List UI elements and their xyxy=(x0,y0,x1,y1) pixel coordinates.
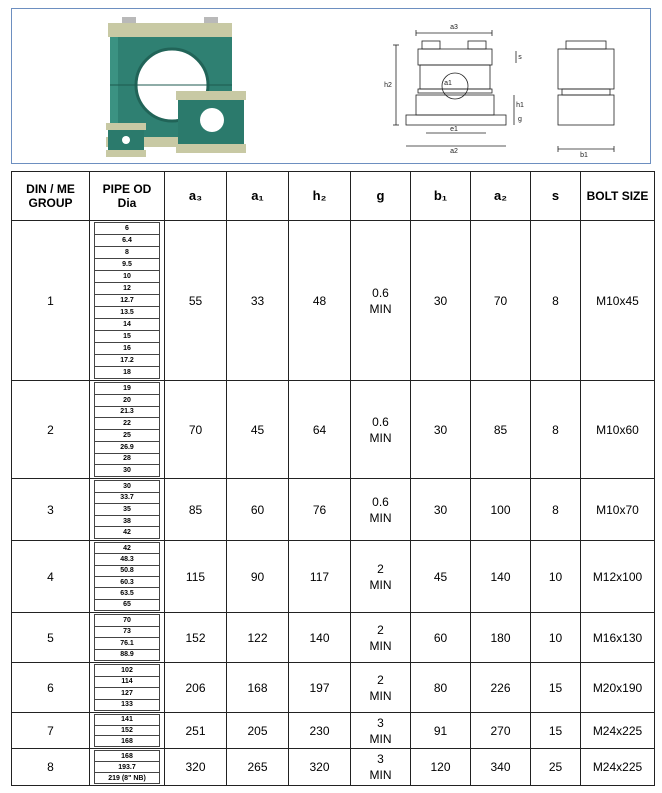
group-cell: 6 xyxy=(12,663,90,713)
pipe-od-value: 25 xyxy=(94,430,160,442)
table-row xyxy=(12,479,655,541)
a3-cell: 70 xyxy=(165,381,227,479)
dimension-spec-table xyxy=(11,171,654,785)
g-cell xyxy=(351,479,411,541)
h2-cell: 230 xyxy=(289,713,351,749)
a3-cell: 55 xyxy=(165,221,227,381)
g-qualifier: MIN xyxy=(369,638,392,653)
a2-cell: 270 xyxy=(471,713,531,749)
header-b1: b₁ xyxy=(411,172,471,221)
h2-cell: 64 xyxy=(289,381,351,479)
g-cell xyxy=(351,381,411,479)
g-cell xyxy=(351,663,411,713)
header-g: g xyxy=(351,172,411,221)
pipe-od-value: 30 xyxy=(94,465,160,477)
b1-cell: 91 xyxy=(411,713,471,749)
header-a1: a₁ xyxy=(227,172,289,221)
a3-cell: 152 xyxy=(165,613,227,663)
h2-cell: 117 xyxy=(289,541,351,613)
a1-cell: 122 xyxy=(227,613,289,663)
dimension-label: a3 xyxy=(450,24,458,31)
a3-cell: 115 xyxy=(165,541,227,613)
pipe-od-value: 17.2 xyxy=(94,355,160,367)
pipe-od-value: 15 xyxy=(94,331,160,343)
g-value: 3 xyxy=(377,715,384,730)
a2-cell: 180 xyxy=(471,613,531,663)
h2-cell: 320 xyxy=(289,749,351,786)
pipe-od-value: 141 xyxy=(94,714,160,726)
a1-cell: 45 xyxy=(227,381,289,479)
a1-cell: 60 xyxy=(227,479,289,541)
table-row xyxy=(12,613,655,663)
a1-cell: 205 xyxy=(227,713,289,749)
a2-cell: 140 xyxy=(471,541,531,613)
pipe-od-value: 8 xyxy=(94,247,160,259)
pipe-od-cell xyxy=(90,381,165,479)
a2-cell: 226 xyxy=(471,663,531,713)
a3-cell: 206 xyxy=(165,663,227,713)
group-cell: 3 xyxy=(12,479,90,541)
a1-cell: 168 xyxy=(227,663,289,713)
product-hero-panel xyxy=(11,8,651,164)
a1-cell: 33 xyxy=(227,221,289,381)
g-cell xyxy=(351,713,411,749)
pipe-od-value: 18 xyxy=(94,367,160,379)
table-row xyxy=(12,221,655,381)
pipe-od-value: 30 xyxy=(94,480,160,493)
bolt-size-cell: M10x70 xyxy=(581,479,655,541)
pipe-od-value: 152 xyxy=(94,726,160,737)
pipe-od-value: 88.9 xyxy=(94,650,160,662)
pipe-od-value: 42 xyxy=(94,527,160,539)
table-row xyxy=(12,541,655,613)
h2-cell: 76 xyxy=(289,479,351,541)
table-row xyxy=(12,381,655,479)
group-cell: 8 xyxy=(12,749,90,786)
b1-cell: 30 xyxy=(411,479,471,541)
dimension-label: a2 xyxy=(450,148,458,155)
table-row xyxy=(12,663,655,713)
g-value: 3 xyxy=(377,752,384,766)
s-cell: 8 xyxy=(531,381,581,479)
pipe-od-value: 127 xyxy=(94,688,160,700)
bolt-size-cell: M16x130 xyxy=(581,613,655,663)
bolt-size-cell: M10x60 xyxy=(581,381,655,479)
table-header-row xyxy=(12,172,655,221)
a3-cell: 251 xyxy=(165,713,227,749)
pipe-od-value: 38 xyxy=(94,516,160,528)
bolt-size-cell: M10x45 xyxy=(581,221,655,381)
group-cell: 2 xyxy=(12,381,90,479)
pipe-od-value: 70 xyxy=(94,614,160,627)
pipe-od-cell xyxy=(90,479,165,541)
s-cell: 25 xyxy=(531,749,581,786)
a2-cell: 85 xyxy=(471,381,531,479)
pipe-od-value: 60.3 xyxy=(94,577,160,588)
pipe-od-value: 50.8 xyxy=(94,566,160,577)
pipe-od-cell xyxy=(90,713,165,749)
pipe-od-cell xyxy=(90,541,165,613)
group-cell: 1 xyxy=(12,221,90,381)
header-a3: a₃ xyxy=(165,172,227,221)
g-value: 2 xyxy=(377,672,384,687)
bolt-size-cell: M20x190 xyxy=(581,663,655,713)
h2-cell: 197 xyxy=(289,663,351,713)
s-cell: 8 xyxy=(531,221,581,381)
g-cell xyxy=(351,613,411,663)
g-qualifier: MIN xyxy=(369,301,392,316)
b1-cell: 80 xyxy=(411,663,471,713)
g-qualifier: MIN xyxy=(369,768,392,782)
dimension-label: a1 xyxy=(444,80,452,87)
pipe-od-value: 168 xyxy=(94,750,160,762)
table-row xyxy=(12,749,655,786)
pipe-od-value: 14 xyxy=(94,319,160,331)
pipe-od-value: 42 xyxy=(94,542,160,554)
pipe-od-cell xyxy=(90,221,165,381)
bolt-size-cell: M24x225 xyxy=(581,749,655,786)
g-qualifier: MIN xyxy=(369,688,392,703)
s-cell: 8 xyxy=(531,479,581,541)
pipe-od-cell xyxy=(90,663,165,713)
g-qualifier: MIN xyxy=(369,510,392,525)
b1-cell: 45 xyxy=(411,541,471,613)
pipe-od-value: 22 xyxy=(94,418,160,430)
s-cell: 10 xyxy=(531,613,581,663)
header-bolt-size: BOLT SIZE xyxy=(581,172,655,221)
dimension-label: h2 xyxy=(384,82,392,89)
pipe-od-value: 33.7 xyxy=(94,493,160,505)
pipe-od-value: 16 xyxy=(94,343,160,355)
g-cell xyxy=(351,221,411,381)
pipe-od-value: 28 xyxy=(94,454,160,466)
g-value: 2 xyxy=(377,561,384,576)
g-qualifier: MIN xyxy=(369,430,392,445)
bolt-size-cell: M24x225 xyxy=(581,713,655,749)
g-qualifier: MIN xyxy=(369,577,392,592)
b1-cell: 60 xyxy=(411,613,471,663)
pipe-od-value: 193.7 xyxy=(94,762,160,773)
g-value: 0.6 xyxy=(372,414,389,429)
group-cell: 7 xyxy=(12,713,90,749)
pipe-od-value: 35 xyxy=(94,504,160,516)
pipe-od-value: 48.3 xyxy=(94,554,160,565)
g-value: 0.6 xyxy=(372,285,389,300)
a1-cell: 265 xyxy=(227,749,289,786)
pipe-od-value: 65 xyxy=(94,600,160,611)
h2-cell: 140 xyxy=(289,613,351,663)
pipe-od-value: 19 xyxy=(94,382,160,395)
pipe-od-value: 10 xyxy=(94,271,160,283)
g-cell xyxy=(351,541,411,613)
dimension-label: g xyxy=(518,116,522,123)
table-row xyxy=(12,713,655,749)
pipe-od-value: 6.4 xyxy=(94,235,160,247)
g-cell xyxy=(351,749,411,786)
a2-cell: 100 xyxy=(471,479,531,541)
pipe-od-value: 9.5 xyxy=(94,259,160,271)
s-cell: 15 xyxy=(531,713,581,749)
dimension-label: s xyxy=(518,54,522,61)
header-group: DIN / ME GROUP xyxy=(12,172,90,221)
dimension-label: e1 xyxy=(450,126,458,133)
pipe-od-value: 63.5 xyxy=(94,588,160,599)
pipe-od-value: 133 xyxy=(94,700,160,712)
dimension-label: b1 xyxy=(580,152,588,159)
a2-cell: 70 xyxy=(471,221,531,381)
bolt-size-cell: M12x100 xyxy=(581,541,655,613)
a3-cell: 320 xyxy=(165,749,227,786)
b1-cell: 30 xyxy=(411,221,471,381)
pipe-od-value: 114 xyxy=(94,677,160,689)
clamp-product-photo xyxy=(92,13,262,161)
pipe-od-value: 73 xyxy=(94,627,160,639)
pipe-od-value: 21.3 xyxy=(94,407,160,419)
h2-cell: 48 xyxy=(289,221,351,381)
pipe-od-cell xyxy=(90,749,165,786)
pipe-od-value: 76.1 xyxy=(94,638,160,650)
pipe-od-value: 168 xyxy=(94,736,160,747)
pipe-od-value: 12 xyxy=(94,283,160,295)
pipe-od-value: 6 xyxy=(94,222,160,235)
header-a2: a₂ xyxy=(471,172,531,221)
g-value: 2 xyxy=(377,622,384,637)
pipe-od-value: 12.7 xyxy=(94,295,160,307)
b1-cell: 30 xyxy=(411,381,471,479)
s-cell: 10 xyxy=(531,541,581,613)
a2-cell: 340 xyxy=(471,749,531,786)
header-s: s xyxy=(531,172,581,221)
dimension-label: h1 xyxy=(516,102,524,109)
g-value: 0.6 xyxy=(372,494,389,509)
a3-cell: 85 xyxy=(165,479,227,541)
technical-drawing xyxy=(382,15,622,159)
pipe-od-value: 20 xyxy=(94,395,160,407)
g-qualifier: MIN xyxy=(369,731,392,746)
b1-cell: 120 xyxy=(411,749,471,786)
pipe-od-value: 102 xyxy=(94,664,160,677)
pipe-od-value: 26.9 xyxy=(94,442,160,454)
pipe-od-cell xyxy=(90,613,165,663)
pipe-od-value: 219 (8" NB) xyxy=(94,773,160,784)
a1-cell: 90 xyxy=(227,541,289,613)
group-cell: 5 xyxy=(12,613,90,663)
header-h2: h₂ xyxy=(289,172,351,221)
header-pipe-od: PIPE OD Dia xyxy=(90,172,165,221)
group-cell: 4 xyxy=(12,541,90,613)
s-cell: 15 xyxy=(531,663,581,713)
pipe-od-value: 13.5 xyxy=(94,307,160,319)
